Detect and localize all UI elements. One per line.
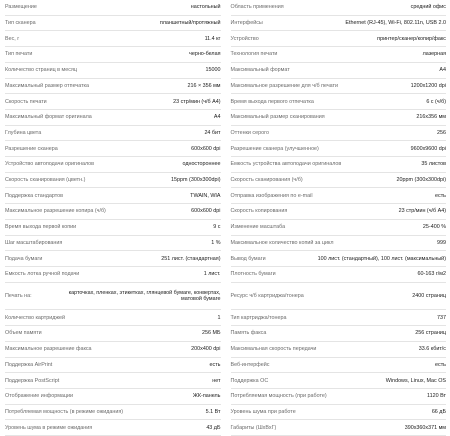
- spec-value: есть: [209, 361, 221, 368]
- spec-row: [231, 373, 447, 389]
- spec-label: Тип сканера: [5, 20, 36, 27]
- spec-row: [231, 220, 447, 236]
- spec-label: Количество картриджей: [5, 314, 66, 321]
- spec-row: [231, 283, 447, 311]
- spec-value: 33.6 кбит/с: [418, 346, 446, 353]
- spec-value: А4: [213, 114, 221, 121]
- spec-label: Максимальное количество копий за цикл: [230, 239, 334, 246]
- spec-label: Уровень шума при работе: [230, 408, 296, 415]
- spec-row: [5, 283, 221, 311]
- spec-value: средний офис: [410, 4, 446, 11]
- spec-label: Скорость сканирования (цветн.): [5, 177, 86, 184]
- spec-value: 999: [437, 239, 446, 246]
- spec-row: [5, 31, 221, 47]
- spec-value: 390x360x371 мм: [404, 424, 446, 431]
- spec-row: [5, 173, 221, 189]
- spec-label: Память факса: [230, 330, 267, 337]
- spec-label: Вывод бумаги: [230, 255, 266, 262]
- spec-row: [5, 358, 221, 374]
- spec-value: есть: [435, 361, 446, 368]
- spec-value: 256: [437, 129, 446, 136]
- spec-value: 200x400 dpi: [191, 346, 221, 353]
- spec-label: Максимальное разрешение копира (ч/б): [5, 208, 106, 215]
- spec-row: [5, 342, 221, 358]
- spec-row: [231, 157, 447, 173]
- spec-row: [231, 141, 447, 157]
- spec-label: Максимальное разрешение для ч/б печати: [230, 82, 339, 89]
- spec-label: Поддержка ОС: [230, 377, 269, 384]
- spec-row: [5, 188, 221, 204]
- spec-value: 60-163 г/м2: [417, 271, 446, 278]
- spec-column-right: [231, 0, 447, 436]
- spec-value: планшетный/протяжный: [159, 20, 221, 27]
- spec-label: Плотность бумаги: [230, 271, 276, 278]
- spec-value: 20ppm (300x300dpi): [396, 177, 446, 184]
- spec-label: Максимальная скорость передачи: [230, 346, 317, 353]
- spec-label: Разрешение сканера (улучшенное): [230, 145, 319, 152]
- spec-value: 216 × 356 мм: [187, 82, 221, 89]
- spec-row: [231, 389, 447, 405]
- spec-row: [231, 79, 447, 95]
- spec-row: [231, 0, 447, 16]
- spec-label: Разрешение сканера: [5, 145, 58, 152]
- spec-label: Область применения: [230, 4, 284, 11]
- spec-value: 9 с: [213, 224, 221, 231]
- spec-label: Поддержка AirPrint: [5, 361, 53, 368]
- spec-value: 1: [217, 314, 221, 321]
- spec-row: [231, 405, 447, 421]
- spec-value: карточках, пленках, этикетках, глянцевой бумаге, конвертах, матовой бумаге: [68, 290, 221, 303]
- spec-row: [231, 420, 447, 436]
- spec-row: [231, 267, 447, 283]
- spec-label: Интерфейсы: [230, 20, 263, 27]
- spec-row: [5, 373, 221, 389]
- spec-value: настольный: [190, 4, 221, 11]
- spec-row: [231, 94, 447, 110]
- spec-row: [231, 326, 447, 342]
- spec-row: [5, 126, 221, 142]
- spec-label: Печать на:: [5, 293, 32, 300]
- spec-value: 1 лист.: [203, 271, 221, 278]
- spec-label: Отображение информации: [5, 393, 74, 400]
- spec-row: [231, 47, 447, 63]
- spec-label: Размещение: [5, 4, 37, 11]
- spec-row: [231, 188, 447, 204]
- spec-row: [231, 251, 447, 267]
- spec-row: [5, 251, 221, 267]
- spec-value: 600x600 dpi: [191, 208, 221, 215]
- spec-label: Скорость копирования: [230, 208, 288, 215]
- spec-row: [5, 420, 221, 436]
- spec-value: 2400 страниц: [412, 293, 446, 300]
- spec-row: [231, 342, 447, 358]
- spec-row: [231, 173, 447, 189]
- spec-row: [5, 405, 221, 421]
- spec-label: Скорость печати: [5, 98, 47, 105]
- spec-label: Оттенки серого: [230, 129, 269, 136]
- spec-label: Потребляемая мощность (в режиме ожидания): [5, 408, 124, 415]
- spec-row: [5, 63, 221, 79]
- spec-value: 66 дБ: [431, 408, 446, 415]
- spec-label: Тип печати: [5, 51, 33, 58]
- spec-row: [5, 326, 221, 342]
- spec-value: Ethernet (RJ-45), Wi-Fi, 802.11n, USB 2.0: [345, 20, 446, 27]
- spec-label: Ресурс ч/б картриджа/тонера: [230, 293, 304, 300]
- spec-value: 1 %: [211, 239, 221, 246]
- spec-label: Максимальное разрешение факса: [5, 346, 92, 353]
- spec-value: 100 лист. (стандартный), 100 лист. (максимальный): [317, 255, 446, 262]
- spec-row: [231, 110, 447, 126]
- spec-row: [5, 157, 221, 173]
- spec-row: [5, 389, 221, 405]
- spec-label: Поддержка стандартов: [5, 192, 63, 199]
- spec-label: Вес, г: [5, 35, 20, 42]
- spec-value: 737: [437, 314, 446, 321]
- spec-row: [5, 0, 221, 16]
- spec-value: лазерная: [422, 51, 446, 58]
- spec-value: 9600x9600 dpi: [410, 145, 446, 152]
- spec-label: Технология печати: [230, 51, 278, 58]
- spec-value: 15000: [205, 67, 221, 74]
- spec-value: 25-400 %: [422, 224, 446, 231]
- spec-value: 23 стр/мин (ч/б А4): [173, 98, 221, 105]
- spec-row: [231, 16, 447, 32]
- spec-label: Максимальный размер сканирования: [230, 114, 325, 121]
- spec-value: нет: [212, 377, 221, 384]
- spec-label: Поддержка PostScript: [5, 377, 60, 384]
- spec-value: Windows, Linux, Mac OS: [385, 377, 446, 384]
- spec-value: черно-белая: [189, 51, 221, 58]
- spec-label: Максимальный размер отпечатка: [5, 82, 90, 89]
- spec-label: Количество страниц в месяц: [5, 67, 77, 74]
- spec-column-left: [5, 0, 221, 436]
- spec-row: [5, 267, 221, 283]
- spec-label: Глубина цвета: [5, 129, 42, 136]
- spec-row: [231, 310, 447, 326]
- spec-value: А4: [439, 67, 446, 74]
- spec-label: Скорость сканирования (ч/б): [230, 177, 303, 184]
- spec-row: [5, 79, 221, 95]
- spec-row: [231, 236, 447, 252]
- spec-value: 35 листов: [421, 161, 446, 168]
- spec-label: Емкость лотка ручной подачи: [5, 271, 80, 278]
- spec-row: [5, 94, 221, 110]
- spec-label: Отправка изображения по e-mail: [230, 192, 313, 199]
- spec-label: Габариты (ШхВхГ): [230, 424, 277, 431]
- spec-label: Потребляемая мощность (при работе): [230, 393, 327, 400]
- spec-row: [231, 31, 447, 47]
- spec-label: Максимальный формат: [230, 67, 290, 74]
- spec-value: 1200x1200 dpi: [410, 82, 446, 89]
- spec-row: [5, 16, 221, 32]
- spec-value: 15ppm (300x300dpi): [171, 177, 221, 184]
- spec-label: Объем памяти: [5, 330, 42, 337]
- spec-row: [5, 310, 221, 326]
- spec-value: 24 бит: [204, 129, 221, 136]
- spec-value: 11.4 кг: [204, 35, 221, 42]
- spec-row: [231, 63, 447, 79]
- spec-value: ЖК-панель: [192, 393, 221, 400]
- spec-label: Емкость устройства автоподачи оригиналов: [230, 161, 342, 168]
- spec-label: Время выхода первого отпечатка: [230, 98, 314, 105]
- spec-value: 6 с (ч/б): [426, 98, 446, 105]
- spec-value: 43 дБ: [206, 424, 221, 431]
- spec-row: [5, 236, 221, 252]
- spec-value: 256 страниц: [415, 330, 446, 337]
- spec-value: 23 стр/мин (ч/б А4): [398, 208, 446, 215]
- spec-value: 216x356 мм: [416, 114, 446, 121]
- spec-label: Веб-интерфейс: [230, 361, 270, 368]
- spec-value: 1120 Вт: [427, 393, 446, 400]
- spec-label: Уровень шума в режиме ожидания: [5, 424, 93, 431]
- spec-value: 256 МБ: [201, 330, 221, 337]
- spec-label: Изменение масштаба: [230, 224, 286, 231]
- spec-row: [5, 47, 221, 63]
- spec-label: Шаг масштабирования: [5, 239, 63, 246]
- spec-label: Тип картриджа/тонера: [230, 314, 287, 321]
- spec-label: Максимальный формат оригинала: [5, 114, 92, 121]
- spec-value: принтер/сканер/копир/факс: [377, 35, 446, 42]
- spec-value: 5.1 Вт: [205, 408, 221, 415]
- spec-value: TWAIN, WIA: [190, 192, 221, 199]
- spec-value: одностороннее: [182, 161, 221, 168]
- spec-label: Время выхода первой копии: [5, 224, 77, 231]
- spec-label: Устройство: [230, 35, 259, 42]
- spec-row: [231, 204, 447, 220]
- spec-row: [5, 110, 221, 126]
- spec-row: [5, 204, 221, 220]
- spec-label: Подача бумаги: [5, 255, 43, 262]
- spec-row: [231, 126, 447, 142]
- spec-value: 600x600 dpi: [191, 145, 221, 152]
- spec-row: [231, 358, 447, 374]
- spec-label: Устройство автоподачи оригиналов: [5, 161, 95, 168]
- spec-row: [5, 141, 221, 157]
- spec-value: 251 лист. (стандартная): [161, 255, 221, 262]
- spec-value: есть: [435, 192, 446, 199]
- spec-row: [5, 220, 221, 236]
